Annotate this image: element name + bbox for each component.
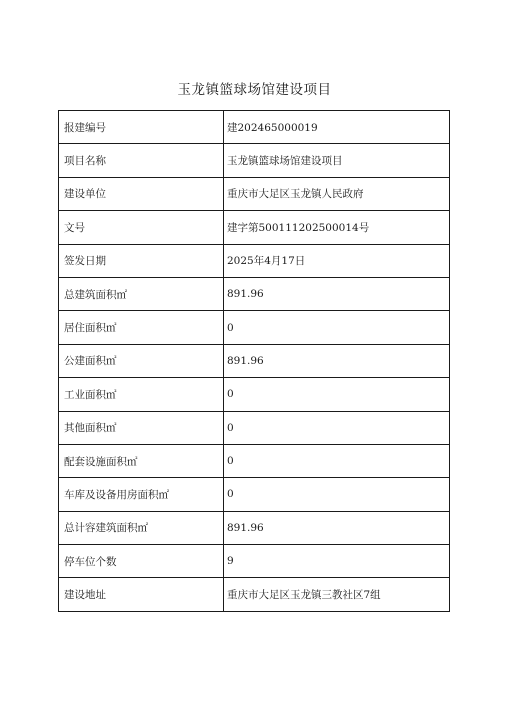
row-value: 0 [224, 311, 450, 344]
table-row [59, 378, 450, 411]
row-label: 其他面积㎡ [59, 411, 224, 444]
row-value: 0 [224, 411, 450, 444]
row-value: 9 [224, 545, 450, 578]
row-value: 建202465000019 [224, 111, 450, 144]
table-row [59, 144, 450, 177]
table-row [59, 277, 450, 310]
row-label: 配套设施面积㎡ [59, 444, 224, 477]
table-row [59, 511, 450, 544]
row-label: 文号 [59, 211, 224, 244]
row-value: 玉龙镇篮球场馆建设项目 [224, 144, 450, 177]
row-value: 0 [224, 478, 450, 511]
row-value: 891.96 [224, 511, 450, 544]
row-value: 0 [224, 378, 450, 411]
table-row [59, 177, 450, 210]
row-label: 公建面积㎡ [59, 344, 224, 377]
table-row [59, 411, 450, 444]
table-row [59, 444, 450, 477]
row-label: 建设地址 [59, 578, 224, 611]
row-value: 891.96 [224, 277, 450, 310]
row-value: 重庆市大足区玉龙镇人民政府 [224, 177, 450, 210]
row-label: 停车位个数 [59, 545, 224, 578]
row-value: 2025年4月17日 [224, 244, 450, 277]
row-label: 建设单位 [59, 177, 224, 210]
row-label: 工业面积㎡ [59, 378, 224, 411]
row-value: 891.96 [224, 344, 450, 377]
project-info-table [58, 110, 450, 612]
table-row [59, 211, 450, 244]
table-body [59, 111, 450, 612]
row-label: 居住面积㎡ [59, 311, 224, 344]
row-label: 总计容建筑面积㎡ [59, 511, 224, 544]
row-label: 车库及设备用房面积㎡ [59, 478, 224, 511]
row-label: 签发日期 [59, 244, 224, 277]
row-label: 总建筑面积㎡ [59, 277, 224, 310]
row-value: 0 [224, 444, 450, 477]
table-row [59, 344, 450, 377]
table-row [59, 545, 450, 578]
table-row [59, 578, 450, 611]
document-title: 玉龙镇篮球场馆建设项目 [177, 82, 332, 98]
table-row [59, 244, 450, 277]
table-row [59, 478, 450, 511]
row-label: 报建编号 [59, 111, 224, 144]
table-row [59, 111, 450, 144]
row-value: 重庆市大足区玉龙镇三教社区7组 [224, 578, 450, 611]
row-value: 建字第500111202500014号 [224, 211, 450, 244]
row-label: 项目名称 [59, 144, 224, 177]
table-row [59, 311, 450, 344]
